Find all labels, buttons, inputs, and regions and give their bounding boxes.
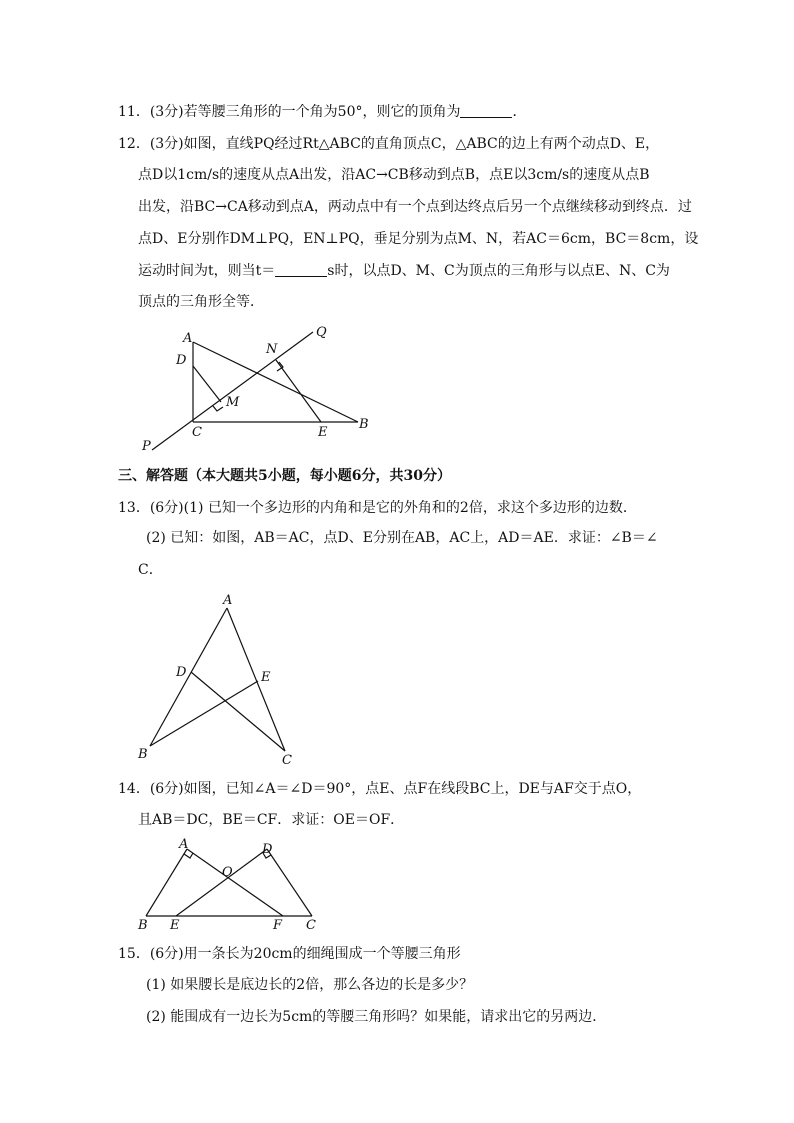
label-N: N [266,342,278,357]
label-C: C [306,918,316,933]
q12-text-5b: s时，以点D、M、C为顶点的三角形与以点E、N、C为 [327,263,670,279]
seg-AC [227,608,285,751]
label-B: B [359,417,369,432]
q11-text: 若等腰三角形的一个角为50°，则它的顶角为 [183,104,461,120]
q11-end: ． [512,104,527,120]
q13-part-1: (1) 已知一个多边形的内角和是它的外角和的2倍，求这个多边形的边数． [183,500,637,516]
label-E: E [170,918,180,933]
question-13-line-1 [118,498,637,518]
section-3-heading: 三、解答题（本大题共5小题，每小题6分，共30分） [118,468,451,484]
label-A: A [183,331,193,346]
question-15-part-2: (2) 能围成有一边长为5cm的等腰三角形吗？如果能，请求出它的另两边． [146,1009,607,1025]
q13-figure [130,588,310,768]
question-15-line-1 [118,944,461,964]
q12-figure [130,318,390,458]
q12-text-1: 如图，直线PQ经过Rt△ABC的直角顶点C，△ABC的边上有两个动点D、E， [183,136,660,152]
label-A: A [223,593,233,608]
question-15-part-1: (1) 如果腰长是底边长的2倍，那么各边的长是多少？ [146,977,474,993]
line-PQ [152,332,313,450]
q14-text-1: 如图，已知∠A＝∠D＝90°，点E、点F在线段BC上，DE与AF交于点O， [183,781,642,797]
seg-AB [150,608,227,746]
q13-number: 13．(6分) [118,500,184,516]
seg-DE [176,849,267,916]
label-P: P [142,439,151,454]
q11-answer-blank[interactable] [460,103,512,118]
question-11 [118,102,526,122]
seg-AF [187,849,283,916]
label-D: D [176,353,187,368]
q15-text-1: 用一条长为20cm的细绳围成一个等腰三角形 [183,946,461,962]
question-12-line-4: 点D、E分别作DM⊥PQ，EN⊥PQ，垂足分别为点M、N，若AC＝6cm，BC＝8cm，设 [138,231,699,247]
q12-answer-blank[interactable] [275,262,327,277]
label-O: O [222,865,233,880]
label-C: C [192,425,202,440]
q11-number: 11．(3分) [118,104,184,120]
question-12-line-3: 出发，沿BC→CA移动到点A，两动点中有一个点到达终点后另一个点继续移动到终点．过 [138,199,692,215]
label-Q: Q [316,325,327,340]
q14-number: 14．(6分) [118,781,184,797]
seg-DM [193,366,221,402]
q15-number: 15．(6分) [118,946,184,962]
seg-CD [191,672,285,751]
label-D: D [262,842,273,857]
label-E: E [261,670,271,685]
seg-DC [267,849,312,916]
q12-number: 12．(3分) [118,136,184,152]
right-angle-A [184,853,193,858]
question-13-part-2-end: C． [138,562,163,578]
label-F: F [273,918,283,933]
label-D: D [176,665,187,680]
question-12-line-2: 点D以1cm/s的速度从点A出发，沿AC→CB移动到点B，点E以3cm/s的速度从点B [138,167,650,183]
label-E: E [318,425,328,440]
label-M: M [226,395,240,410]
question-12-line-5 [138,261,670,281]
seg-BE [150,681,258,746]
label-B: B [138,918,148,933]
question-13-part-2: (2) 已知：如图，AB＝AC，点D、E分别在AB，AC上，AD＝AE．求证：∠B＝∠ [146,530,658,546]
label-C: C [282,753,292,768]
q12-text-5a: 运动时间为t，则当t＝ [138,263,276,279]
question-14-line-1 [118,779,641,799]
right-angle-M [213,406,223,411]
label-B: B [138,747,148,762]
seg-AB [146,849,187,916]
q14-figure [130,835,330,935]
question-12-line-1 [118,134,659,154]
question-12-line-6: 顶点的三角形全等． [138,294,264,310]
label-A: A [179,837,189,852]
seg-EN [276,360,321,422]
question-14-line-2: 且AB＝DC，BE＝CF．求证：OE＝OF． [138,812,405,828]
